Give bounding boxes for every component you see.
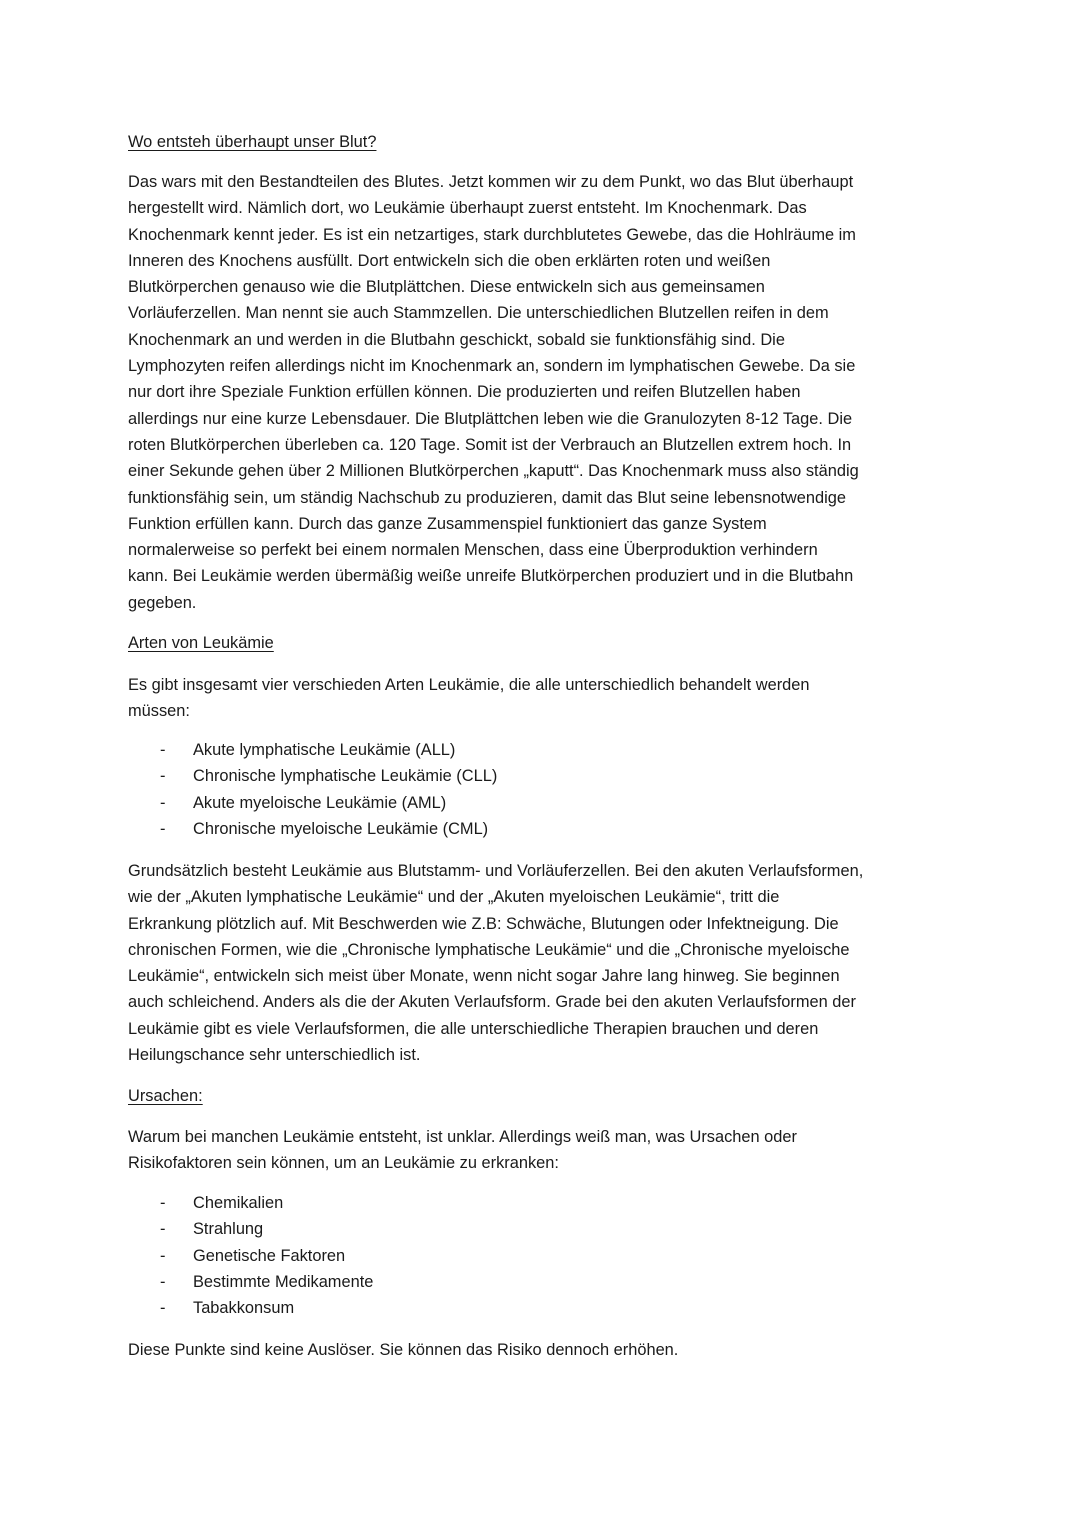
text-line: Leukämie gibt es viele Verlaufsformen, die alle unterschiedliche Therapien brauchen und deren <box>128 1019 819 1038</box>
list-item-text: Bestimmte Medikamente <box>193 1272 374 1291</box>
heading-causes <box>128 1083 203 1109</box>
text-line: chronischen Formen, wie die „Chronische lymphatische Leukämie“ und die „Chronische myeloische <box>128 940 850 959</box>
text-line: müssen: <box>128 702 190 721</box>
bullet-dash: - <box>160 1194 166 1212</box>
text-line: wie der „Akuten lymphatische Leukämie“ und der „Akuten myeloischen Leukämie“, tritt die <box>128 888 780 907</box>
text-line: Risikofaktoren sein können, um an Leukämie zu erkranken: <box>128 1154 559 1173</box>
section-heading: Wo entsteh überhaupt unser Blut? <box>128 133 377 151</box>
list-item <box>128 816 928 842</box>
text-line: roten Blutkörperchen überleben ca. 120 Tage. Somit ist der Verbrauch an Blutzellen extrem hoch. In <box>128 435 852 454</box>
list-item <box>128 1190 928 1216</box>
list-item <box>128 737 928 763</box>
list-item <box>128 1269 928 1295</box>
text-line: Grundsätzlich besteht Leukämie aus Blutstamm- und Vorläuferzellen. Bei den akuten Verlaufsformen, <box>128 862 864 880</box>
list-item-text: Akute lymphatische Leukämie (ALL) <box>193 741 456 759</box>
list-risk-factors <box>128 1190 928 1321</box>
text-line: Funktion erfüllen kann. Durch das ganze Zusammenspiel funktioniert das ganze System <box>128 514 767 533</box>
bullet-dash: - <box>160 767 166 786</box>
text-line: Das wars mit den Bestandteilen des Blutes. Jetzt kommen wir zu dem Punkt, wo das Blut überhaupt <box>128 173 854 191</box>
text-line: kann. Bei Leukämie werden übermäßig weiße unreife Blutkörperchen produziert und in die Blutbahn <box>128 567 854 586</box>
list-item <box>128 1216 928 1242</box>
list-item <box>128 1295 928 1321</box>
bullet-dash: - <box>160 741 166 759</box>
text-line: Inneren des Knochens ausfüllt. Dort entwickeln sich die oben erklärten roten und weißen <box>128 251 771 270</box>
list-item-text: Akute myeloische Leukämie (AML) <box>193 793 447 812</box>
text-line: auch schleichend. Anders als die der Akuten Verlaufsform. Grade bei den akuten Verlaufsformen der <box>128 993 856 1012</box>
bullet-dash: - <box>160 1246 166 1265</box>
text-line: Leukämie“, entwickeln sich meist über Monate, wenn nicht sogar Jahre lang hinweg. Sie beginnen <box>128 967 840 986</box>
paragraph-types-intro <box>128 672 810 725</box>
list-item-text: Strahlung <box>193 1220 264 1239</box>
text-line: Es gibt insgesamt vier verschieden Arten Leukämie, die alle unterschiedlich behandelt werden <box>128 676 810 694</box>
list-item-text: Chronische lymphatische Leukämie (CLL) <box>193 767 498 786</box>
text-line: einer Sekunde gehen über 2 Millionen Blutkörperchen „kaputt“. Das Knochenmark muss also ständig <box>128 462 859 481</box>
text-line: Blutkörperchen genauso wie die Blutplättchen. Diese entwickeln sich aus gemeinsamen <box>128 278 765 297</box>
text-line: gegeben. <box>128 593 197 612</box>
bullet-dash: - <box>160 1299 166 1318</box>
text-line: normalerweise so perfekt bei einem normalen Menschen, dass eine Überproduktion verhindern <box>128 541 818 560</box>
bullet-dash: - <box>160 1272 166 1291</box>
bullet-dash: - <box>160 1220 166 1239</box>
section-heading: Ursachen: <box>128 1087 203 1105</box>
heading-leukemia-types <box>128 630 274 656</box>
text-line: Vorläuferzellen. Man nennt sie auch Stammzellen. Die unterschiedlichen Blutzellen reifen in dem <box>128 304 829 323</box>
bullet-dash: - <box>160 793 166 812</box>
paragraph-causes-closing <box>128 1337 678 1363</box>
text-line: Erkrankung plötzlich auf. Mit Beschwerden wie Z.B: Schwäche, Blutungen oder Infektneigung. Die <box>128 914 839 933</box>
section-heading: Arten von Leukämie <box>128 634 274 652</box>
paragraph-types-description <box>128 858 863 1068</box>
text-line: Knochenmark an und werden in die Blutbahn geschickt, sobald sie funktionsfähig sind. Die <box>128 330 785 349</box>
text-line: Diese Punkte sind keine Auslöser. Sie können das Risiko dennoch erhöhen. <box>128 1341 679 1359</box>
list-item <box>128 1243 928 1269</box>
list-item <box>128 763 928 789</box>
text-line: funktionsfähig sein, um ständig Nachschub zu produzieren, damit das Blut seine lebensnotwendige <box>128 488 846 507</box>
text-line: Warum bei manchen Leukämie entsteht, ist unklar. Allerdings weiß man, was Ursachen oder <box>128 1128 797 1146</box>
paragraph-causes-intro <box>128 1124 797 1177</box>
text-line: Knochenmark kennt jeder. Es ist ein netzartiges, stark durchblutetes Gewebe, das die Hohlräume im <box>128 225 856 244</box>
list-item-text: Tabakkonsum <box>193 1299 295 1318</box>
text-line: hergestellt wird. Nämlich dort, wo Leukämie überhaupt zuerst entsteht. Im Knochenmark. Das <box>128 199 807 218</box>
heading-blood-origin <box>128 129 376 155</box>
bullet-dash: - <box>160 819 166 838</box>
list-item-text: Chronische myeloische Leukämie (CML) <box>193 819 489 838</box>
list-item-text: Chemikalien <box>193 1194 284 1212</box>
list-item-text: Genetische Faktoren <box>193 1246 346 1265</box>
text-line: Heilungschance sehr unterschiedlich ist. <box>128 1046 421 1065</box>
text-line: nur dort ihre Speziale Funktion erfüllen können. Die produzierten und reifen Blutzellen haben <box>128 383 801 402</box>
text-line: allerdings nur eine kurze Lebensdauer. Die Blutplättchen leben wie die Granulozyten 8-12 Tage. Die <box>128 409 853 428</box>
text-line: Lymphozyten reifen allerdings nicht im Knochenmark an, sondern im lymphatischen Gewebe. Da sie <box>128 357 856 376</box>
list-item <box>128 790 928 816</box>
list-leukemia-types <box>128 737 928 842</box>
paragraph-blood-origin <box>128 169 859 616</box>
